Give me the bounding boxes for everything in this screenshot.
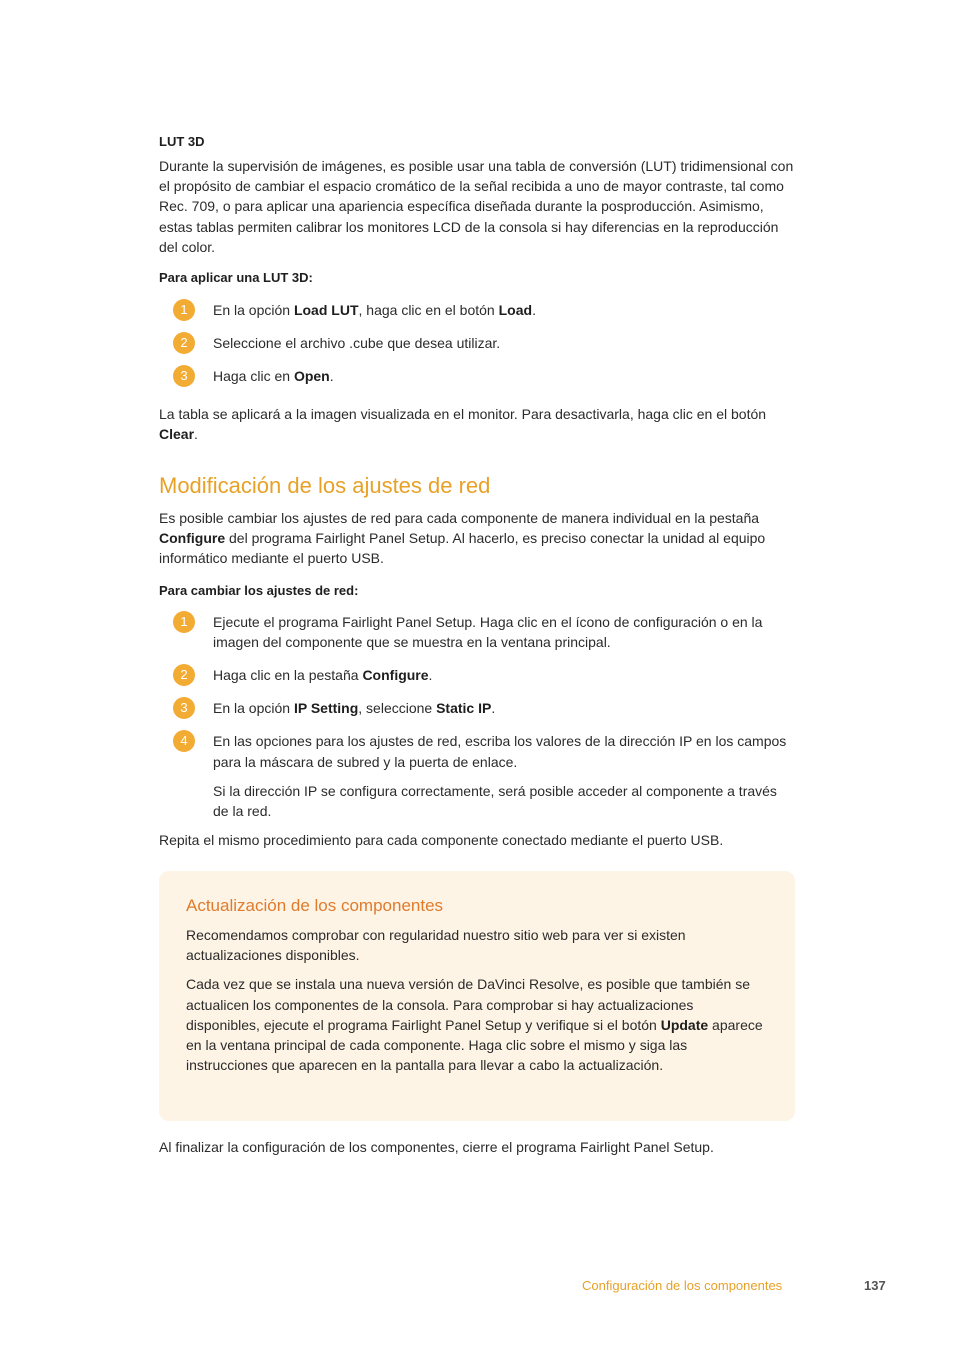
page-number: 137 [864, 1278, 886, 1293]
step-number-badge: 2 [173, 664, 195, 686]
note-paragraph-2: Cada vez que se instala una nueva versión de DaVinci Resolve, es posible que también se actualicen los componentes de la consola. Para comprobar si hay actualizaciones disponibles, ejecute el programa Fairlight Panel Setup y verifique si el botón Update aparece en la ventana principal de cada componente. Haga clic sobre el mismo y siga las instrucciones que aparecen en la pantalla para llevar a cabo la actualización. [186, 976, 763, 1074]
step-number-badge: 4 [173, 730, 195, 752]
lut-step-3: 3 Haga clic en Open. [159, 366, 795, 386]
lut-step-1: 1 En la opción Load LUT, haga clic en el botón Load. [159, 300, 795, 320]
note-title: Actualización de los componentes [186, 896, 444, 915]
network-step-3: 3 En la opción IP Setting, seleccione Static IP. [159, 698, 795, 718]
network-step-1: 1 Ejecute el programa Fairlight Panel Setup. Haga clic en el ícono de configuración o en la imagen del componente que se muestra en la ventana principal. [159, 612, 795, 652]
main-content [159, 132, 795, 850]
lut-heading: LUT 3D [159, 134, 205, 149]
step-number-badge: 2 [173, 332, 195, 354]
network-step-4-extra: Si la dirección IP se configura correctamente, será posible acceder al componente a través de la red. [213, 782, 777, 820]
network-step-2: 2 Haga clic en la pestaña Configure. [159, 665, 795, 685]
step-number-badge: 3 [173, 697, 195, 719]
network-heading: Modificación de los ajustes de red [159, 473, 491, 499]
network-subheading: Para cambiar los ajustes de red: [159, 582, 359, 598]
footer-section-title: Configuración de los componentes [582, 1278, 783, 1293]
step-number-badge: 1 [173, 611, 195, 633]
step-number-badge: 1 [173, 299, 195, 321]
lut-intro: Durante la supervisión de imágenes, es posible usar una tabla de conversión (LUT) tridimensional con el propósito de cambiar el espacio cromático de la señal recibida a uno de mayor contraste, tal como Rec. 709, o para aplicar una apariencia específica diseñada durante la posproducción. Asimismo, estas tablas permiten calibrar los monitores LCD de la consola si hay diferencias en la reproducción del color. [159, 158, 794, 255]
lut-step-2: 2 Seleccione el archivo .cube que desea utilizar. [159, 333, 795, 353]
lut-subheading: Para aplicar una LUT 3D: [159, 270, 313, 286]
network-outro: Repita el mismo procedimiento para cada componente conectado mediante el puerto USB. [159, 832, 724, 849]
note-box [159, 871, 795, 1121]
network-intro: Es posible cambiar los ajustes de red para cada componente de manera individual en la pestaña Configure del programa Fairlight Panel Setup. Al hacerlo, es preciso conectar la unidad al equipo informático mediante el puerto USB. [159, 510, 766, 567]
note-paragraph-1: Recomendamos comprobar con regularidad nuestro sitio web para ver si existen actualizaciones disponibles. [186, 927, 686, 964]
step-number-badge: 3 [173, 365, 195, 387]
lut-outro: La tabla se aplicará a la imagen visualizada en el monitor. Para desactivarla, haga clic en el botón Clear. [159, 405, 767, 442]
network-step-4: 4 En las opciones para los ajustes de red, escriba los valores de la dirección IP en los campos para la máscara de subred y la puerta de enlace. Si la dirección IP se configura correctamente, será posible acceder al componente a través de la red. [159, 731, 795, 821]
closing-paragraph: Al finalizar la configuración de los componentes, cierre el programa Fairlight Panel Setup. [159, 1139, 714, 1155]
